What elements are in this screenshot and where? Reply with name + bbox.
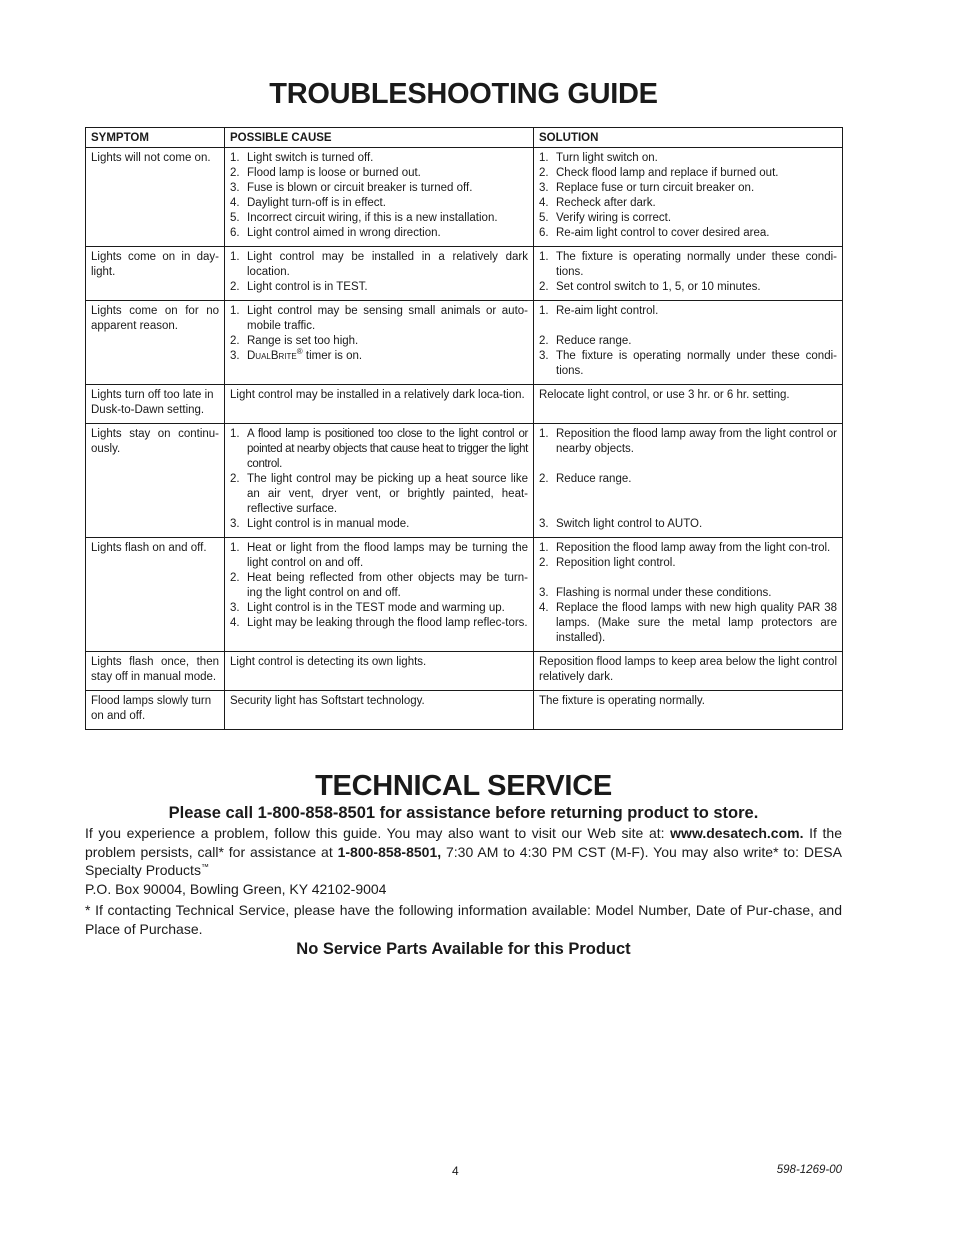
cause-cell: Light control is detecting its own lights. (225, 652, 534, 691)
list-spacer (539, 502, 837, 517)
list-item: 5. Verify wiring is correct. (539, 212, 672, 224)
list-item: 2. Reduce range. (539, 335, 632, 347)
website-link[interactable]: www.desatech.com. (670, 825, 804, 841)
solution-cell (534, 538, 843, 652)
service-note: * If contacting Technical Service, please have the following information available: Model Number, Date of Pur-chase, and Place of Purchase. (85, 902, 842, 937)
list-spacer (539, 319, 837, 334)
phone-number: 1-800-858-8501, (337, 843, 442, 860)
solution-header: SOLUTION (534, 128, 843, 148)
list-item: 3. Fuse is blown or circuit breaker is turned off. (230, 182, 473, 194)
symptom-cell: Lights flash on and off. (86, 538, 225, 652)
list-spacer (539, 457, 837, 472)
troubleshooting-table (85, 127, 843, 730)
cause-cell (225, 247, 534, 301)
cause-cell (225, 148, 534, 247)
list-item: 1. Reposition the flood lamp away from the light control or nearby objects. (539, 428, 837, 455)
page-number: 4 (452, 1164, 459, 1178)
table-row (86, 691, 843, 730)
cause-cell: Security light has Softstart technology. (225, 691, 534, 730)
solution-cell (534, 301, 843, 385)
trademark-mark: ™ (200, 862, 209, 872)
list-item: 1. Light control may be installed in a relatively dark location. (230, 251, 528, 278)
cause-cell (225, 301, 534, 385)
list-item: 5. Incorrect circuit wiring, if this is a new installation. (230, 212, 498, 224)
cause-cell: Light control may be installed in a relatively dark loca-tion. (225, 385, 534, 424)
table-header-row (86, 128, 843, 148)
table-row (86, 424, 843, 538)
list-item: 4. Light may be leaking through the flood lamp reflec-tors. (230, 617, 528, 629)
assistance-callout: Please call 1-800-858-8501 for assistance before returning product to store. (168, 804, 759, 822)
symptom-cell: Lights come on in day-light. (86, 247, 225, 301)
list-item: 1. Reposition the flood lamp away from the light con-trol. (539, 542, 831, 554)
list-item: 2. The light control may be picking up a heat source like an air vent, dryer vent, or brightly painted, heat-reflective surface. (230, 473, 528, 515)
list-spacer (539, 487, 837, 502)
solution-cell: The fixture is operating normally. (534, 691, 843, 730)
list-item: 1. A flood lamp is positioned too close to the light control or pointed at nearby objects that cause heat to trigger the light control. (230, 428, 528, 470)
table-row (86, 652, 843, 691)
dualbrite-brand: DualBrite (247, 350, 297, 362)
list-item: 2. Heat being reflected from other objects may be turn-ing the light control on and off. (230, 572, 528, 599)
list-item: 2. Set control switch to 1, 5, or 10 minutes. (539, 281, 761, 293)
symptom-cell: Lights stay on continu-ously. (86, 424, 225, 538)
symptom-header: SYMPTOM (86, 128, 225, 148)
list-item: 3. Light control is in the TEST mode and warming up. (230, 602, 505, 614)
registered-mark: ® (296, 347, 303, 357)
list-item: 4. Replace the flood lamps with new high quality PAR 38 lamps. (Make sure the metal lamp protectors are installed). (539, 602, 837, 644)
list-item: 2. Check flood lamp and replace if burned out. (539, 167, 779, 179)
no-service-parts-notice: No Service Parts Available for this Product (296, 940, 631, 958)
symptom-cell: Lights come on for no apparent reason. (86, 301, 225, 385)
list-spacer (539, 571, 837, 586)
cause-cell (225, 424, 534, 538)
list-item: 1. Light switch is turned off. (230, 152, 374, 164)
list-item: 1. The fixture is operating normally under these condi-tions. (539, 251, 837, 278)
list-item: 4. Recheck after dark. (539, 197, 656, 209)
cause-cell (225, 538, 534, 652)
list-item: 6. Re-aim light control to cover desired area. (539, 227, 770, 239)
symptom-cell: Lights will not come on. (86, 148, 225, 247)
list-item: 3. Flashing is normal under these conditions. (539, 587, 772, 599)
solution-cell (534, 424, 843, 538)
table-row (86, 247, 843, 301)
technical-service-title: TECHNICAL SERVICE (315, 770, 612, 802)
list-item: 1. Heat or light from the flood lamps may be turning the light control on and off. (230, 542, 528, 569)
symptom-cell: Lights flash once, then stay off in manual mode. (86, 652, 225, 691)
symptom-cell: Flood lamps slowly turn on and off. (86, 691, 225, 730)
solution-cell (534, 247, 843, 301)
list-item: 3. Replace fuse or turn circuit breaker on. (539, 182, 755, 194)
symptom-cell: Lights turn off too late in Dusk-to-Dawn setting. (86, 385, 225, 424)
list-item: 2. Light control is in TEST. (230, 281, 368, 293)
table-row (86, 301, 843, 385)
list-item: 1. Light control may be sensing small animals or auto-mobile traffic. (230, 305, 528, 332)
list-item: 3. The fixture is operating normally under these condi-tions. (539, 350, 837, 377)
table-row (86, 538, 843, 652)
list-item: 6. Light control aimed in wrong direction. (230, 227, 441, 239)
solution-cell: Reposition flood lamps to keep area below the light control relatively dark. (534, 652, 843, 691)
table-row (86, 385, 843, 424)
solution-cell (534, 148, 843, 247)
list-item: 3. DualBrite® timer is on. (230, 347, 363, 362)
list-item: 1. Turn light switch on. (539, 152, 658, 164)
troubleshooting-title: TROUBLESHOOTING GUIDE (269, 78, 658, 110)
list-item: 2. Reduce range. (539, 473, 632, 485)
document-number: 598-1269-00 (776, 1164, 842, 1176)
cause-header: POSSIBLE CAUSE (225, 128, 534, 148)
list-item: 3. Light control is in manual mode. (230, 518, 410, 530)
table-row (86, 148, 843, 247)
list-item: 3. Switch light control to AUTO. (539, 518, 703, 530)
list-item: 1. Re-aim light control. (539, 305, 659, 317)
list-item: 2. Reposition light control. (539, 557, 676, 569)
list-item: 2. Flood lamp is loose or burned out. (230, 167, 421, 179)
list-item: 4. Daylight turn-off is in effect. (230, 197, 386, 209)
service-paragraph: If you experience a problem, follow this guide. You may also want to visit our Web site at: www.desatech.com. If the problem persists, call* for assistance at 1-800-858-8501, 7:30 AM to 4:30 PM CST (M-F). You may also write* to: DESA Specialty Products™ (85, 825, 842, 878)
mailing-address: P.O. Box 90004, Bowling Green, KY 42102-9004 (85, 881, 387, 897)
solution-cell: Relocate light control, or use 3 hr. or 6 hr. setting. (534, 385, 843, 424)
list-item: 2. Range is set too high. (230, 335, 359, 347)
